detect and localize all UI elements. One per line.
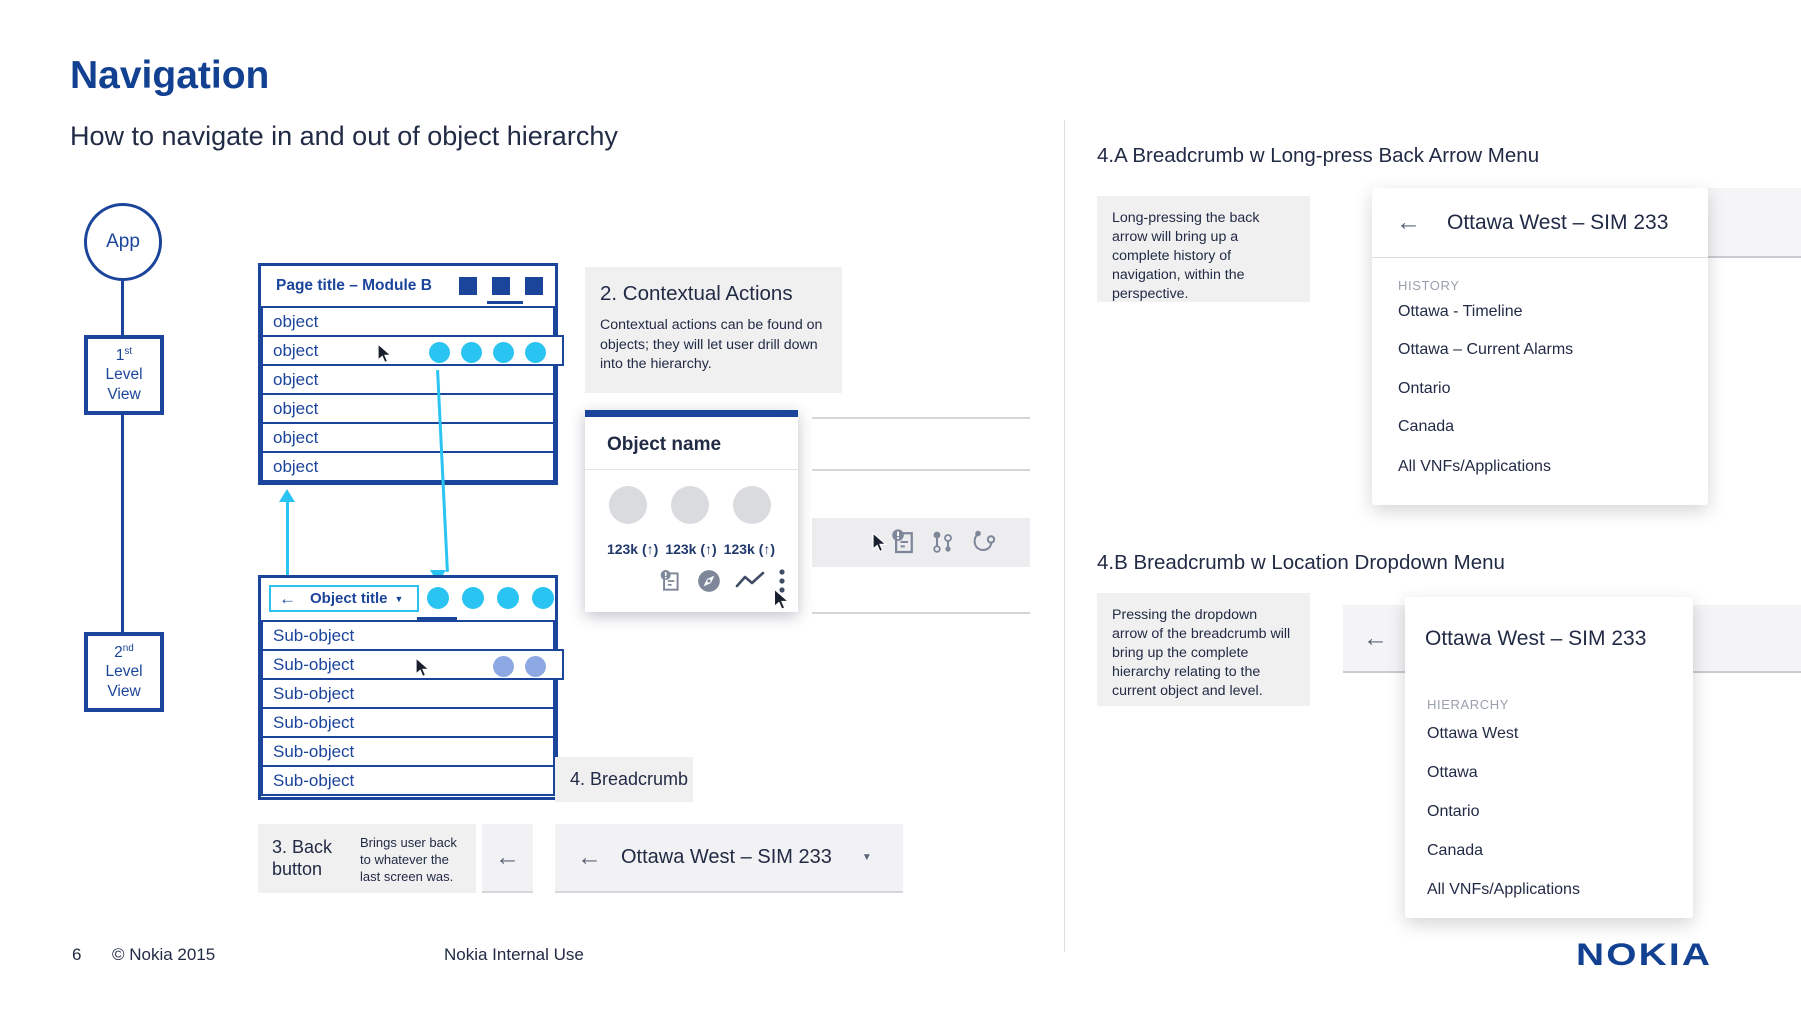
object-row-hover[interactable] <box>261 335 564 366</box>
sub-object-row-label: Sub-object <box>273 741 355 761</box>
page-subtitle: How to navigate in and out of object hierarchy <box>70 121 618 151</box>
wireframe-table-level2 <box>258 575 558 800</box>
card-action-row <box>657 568 786 594</box>
menu-item[interactable]: All VNFs/Applications <box>1398 458 1551 475</box>
action-dot[interactable] <box>429 342 450 363</box>
flow-level1-ordinal: 1st <box>115 345 133 365</box>
section-a-heading: 4.A Breadcrumb w Long-press Back Arrow Menu <box>1097 144 1540 167</box>
back-button-note-body: Brings user back to whatever the last screen was. <box>360 835 457 884</box>
back-arrow-icon[interactable]: ← <box>577 843 602 871</box>
contextual-actions-body: Contextual actions can be found on objects; they will let user drill down into the hierarchy. <box>600 317 823 372</box>
back-arrow-icon[interactable]: ← <box>1396 208 1421 236</box>
dropdown-caret-icon[interactable]: ▼ <box>394 593 404 604</box>
section-b-note: Pressing the dropdown arrow of the breadcrumb will bring up the complete hierarchy relating to the current object and level. <box>1097 593 1310 706</box>
flow-level1-line1: Level <box>105 366 143 384</box>
wireframe-line <box>812 469 1030 471</box>
menu-item[interactable]: Ottawa <box>1427 764 1478 781</box>
kpi-value: 123k (↑) <box>723 541 776 557</box>
flow-level2-node <box>84 632 164 712</box>
dropdown-caret-icon[interactable]: ▼ <box>861 852 872 863</box>
back-button-note <box>258 824 476 893</box>
hovered-list-row[interactable] <box>812 518 1030 567</box>
hierarchy-panel-title: Ottawa West – SIM 233 <box>1425 627 1647 650</box>
object-row[interactable] <box>261 306 555 337</box>
header-action-dots <box>427 587 554 609</box>
discovery-loop-icon[interactable] <box>970 528 1000 556</box>
module-square-icon[interactable] <box>459 277 477 295</box>
wireframe-line <box>812 417 1030 419</box>
flow-connector <box>121 281 124 335</box>
flow-level2-line2: View <box>107 682 141 700</box>
object-row-label: object <box>273 369 319 389</box>
section-b-heading: 4.B Breadcrumb w Location Dropdown Menu <box>1097 551 1505 574</box>
menu-item[interactable]: All VNFs/Applications <box>1427 881 1580 898</box>
action-dot[interactable] <box>525 342 546 363</box>
sub-object-row-label: Sub-object <box>273 712 355 732</box>
flow-level2-line1: Level <box>105 663 143 681</box>
object-row-label: object <box>273 398 319 418</box>
sub-object-row-label: Sub-object <box>273 654 355 674</box>
history-menu-panel <box>1372 188 1708 505</box>
object-row-label: object <box>273 340 319 360</box>
sub-object-row-hover[interactable] <box>261 649 564 680</box>
card-divider <box>585 469 798 470</box>
sub-object-row[interactable] <box>261 765 555 796</box>
table2-header <box>261 578 555 620</box>
action-dot[interactable] <box>525 656 546 677</box>
history-panel-title: Ottawa West – SIM 233 <box>1447 210 1669 234</box>
back-arrow-icon[interactable]: ← <box>495 843 520 871</box>
cursor-icon <box>375 343 395 365</box>
action-dot[interactable] <box>497 587 519 609</box>
compass-icon[interactable] <box>696 568 722 594</box>
breadcrumb-text: Ottawa West – SIM 233 <box>621 846 832 868</box>
table1-header <box>261 266 555 306</box>
hierarchy-section-label: HIERARCHY <box>1427 697 1509 712</box>
object-row[interactable] <box>261 451 555 482</box>
module-square-icon[interactable] <box>525 277 543 295</box>
wireframe-line <box>812 612 1030 614</box>
trend-line-icon[interactable] <box>735 570 765 592</box>
placeholder-circle <box>609 486 647 524</box>
contextual-actions-note <box>585 267 842 393</box>
breadcrumb-bar[interactable] <box>555 824 903 893</box>
topology-icon[interactable] <box>928 528 958 556</box>
page-title: Navigation <box>70 54 270 97</box>
sub-object-row-label: Sub-object <box>273 683 355 703</box>
object-row-label: object <box>273 427 319 447</box>
cursor-icon <box>413 657 433 679</box>
object-card-title: Object name <box>607 434 722 455</box>
object-row-label: object <box>273 456 319 476</box>
object-row[interactable] <box>261 422 555 453</box>
placeholder-circle <box>671 486 709 524</box>
back-button-note-title: 3. Back button <box>272 837 333 879</box>
object-title-button[interactable] <box>269 585 419 612</box>
placeholder-circle <box>733 486 771 524</box>
copyright: © Nokia 2015 <box>112 945 216 964</box>
sub-object-row-label: Sub-object <box>273 625 355 645</box>
flow-connector <box>121 415 124 632</box>
sub-object-row[interactable] <box>261 707 555 738</box>
action-dot[interactable] <box>462 587 484 609</box>
sub-object-row[interactable] <box>261 678 555 709</box>
action-dot[interactable] <box>532 587 554 609</box>
menu-item[interactable]: Ottawa – Current Alarms <box>1398 341 1574 358</box>
kpi-stats <box>591 541 791 557</box>
module-menu <box>459 277 543 295</box>
menu-item[interactable]: Ottawa West <box>1427 725 1519 742</box>
module-square-icon[interactable] <box>492 277 510 295</box>
contextual-action-dots <box>493 656 546 677</box>
back-arrow-icon[interactable]: ← <box>279 589 296 608</box>
kpi-value: 123k (↑) <box>606 541 659 557</box>
object-row[interactable] <box>261 364 555 395</box>
nokia-logo: NOKIA <box>1576 936 1713 973</box>
kpi-value: 123k (↑) <box>665 541 717 557</box>
card-accent-bar <box>585 410 798 417</box>
menu-item[interactable]: Ottawa - Timeline <box>1398 303 1523 320</box>
page-number: 6 <box>72 945 82 964</box>
flow-level1-node <box>84 335 164 415</box>
back-arrow-icon[interactable]: ← <box>1363 623 1388 652</box>
cursor-icon <box>870 532 890 554</box>
back-button[interactable] <box>482 824 533 893</box>
appbar-behind <box>1706 188 1801 258</box>
classification: Nokia Internal Use <box>444 945 584 964</box>
section-a-note: Long-pressing the back arrow will bring up a complete history of navigation, within the perspective. <box>1097 196 1310 302</box>
breadcrumb-callout-label: 4. Breadcrumb <box>555 757 693 802</box>
drill-up-arrowhead-icon <box>279 489 295 502</box>
object-row[interactable] <box>261 393 555 424</box>
history-panel-header <box>1372 188 1708 258</box>
flow-level2-ordinal: 2nd <box>114 642 134 662</box>
menu-item[interactable]: Canada <box>1427 842 1484 859</box>
alarm-document-icon[interactable] <box>657 568 683 594</box>
action-dot[interactable] <box>493 342 514 363</box>
flow-app-label: App <box>106 231 140 252</box>
wireframe-table-level1 <box>258 263 558 485</box>
cursor-icon <box>771 588 793 612</box>
alarm-document-icon[interactable] <box>888 527 918 557</box>
menu-item[interactable]: Canada <box>1398 418 1455 435</box>
action-dot[interactable] <box>493 656 514 677</box>
sub-object-row-label: Sub-object <box>273 770 355 790</box>
sub-object-row[interactable] <box>261 736 555 767</box>
action-dot[interactable] <box>461 342 482 363</box>
menu-item[interactable]: Ontario <box>1427 803 1480 820</box>
table1-title: Page title – Module B <box>276 277 432 294</box>
contextual-action-dots <box>429 342 546 363</box>
flow-level1-line2: View <box>107 385 141 403</box>
hierarchy-dropdown-panel <box>1405 597 1693 918</box>
menu-item[interactable]: Ontario <box>1398 380 1451 397</box>
object-card <box>585 410 798 612</box>
section-divider <box>1064 120 1065 952</box>
active-module-underline <box>487 301 523 304</box>
history-section-label: HISTORY <box>1398 278 1460 293</box>
flow-app-node <box>84 203 162 281</box>
object-title-label: Object title <box>310 590 388 607</box>
sub-object-row[interactable] <box>261 620 555 651</box>
contextual-actions-title: 2. Contextual Actions <box>600 282 793 305</box>
object-row-label: object <box>273 311 319 331</box>
action-dot[interactable] <box>427 587 449 609</box>
